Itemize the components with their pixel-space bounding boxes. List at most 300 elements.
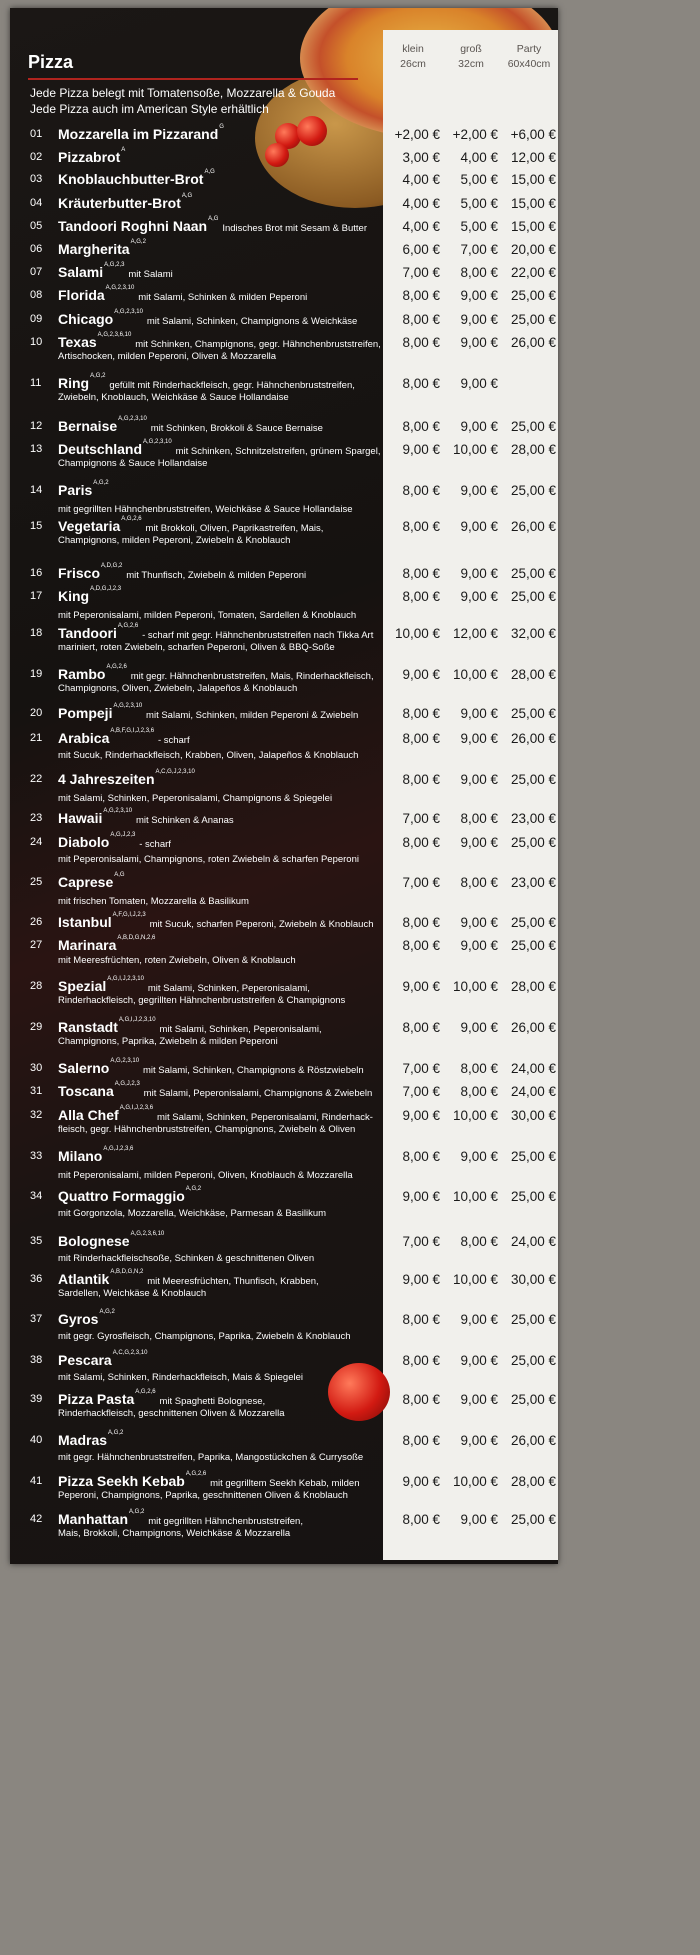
price-gross: 9,00 €: [460, 1149, 498, 1164]
item-description: Indisches Brot mit Sesam & Butter: [222, 223, 367, 234]
price-party: 23,00 €: [510, 811, 556, 826]
item-description-line: Champignons & Sauce Hollandaise: [58, 458, 208, 469]
price-party: 12,00 €: [510, 150, 556, 165]
price-gross: 8,00 €: [460, 1084, 498, 1099]
item-description-line: mit Peperonisalami, Champignons, roten Zwiebeln & scharfen Peperoni: [58, 854, 359, 865]
item-description: mit Brokkoli, Oliven, Paprikastreifen, Mais,: [145, 523, 324, 534]
price-klein: 9,00 €: [402, 979, 440, 994]
item-number: 37: [30, 1313, 43, 1325]
item-name: [58, 1148, 133, 1164]
item-name: [58, 195, 192, 211]
price-klein: 4,00 €: [402, 172, 440, 187]
item-name: [58, 441, 380, 457]
item-title: Rambo: [58, 666, 106, 682]
item-number: 03: [30, 173, 43, 185]
item-name: [58, 218, 367, 234]
item-number: 10: [30, 336, 43, 348]
price-party: +6,00 €: [510, 127, 556, 142]
item-description: mit Salami, Schinken, milden Peperoni & Zwiebeln: [146, 710, 359, 721]
price-party: 25,00 €: [510, 419, 556, 434]
allergen-codes: A,G,2,3,10: [110, 1058, 140, 1064]
item-description-line: Sardellen, Weichkäse & Knoblauch: [58, 1288, 207, 1299]
item-name: [58, 149, 125, 165]
title-divider: [28, 78, 358, 80]
item-title: Frisco: [58, 565, 101, 581]
item-number: 14: [30, 484, 43, 496]
price-gross: 9,00 €: [460, 1020, 498, 1035]
price-gross: 5,00 €: [460, 196, 498, 211]
price-party: 24,00 €: [510, 1234, 556, 1249]
allergen-codes: A,G,2,3,6,10: [97, 332, 132, 338]
price-gross: 8,00 €: [460, 1061, 498, 1076]
item-description-line: mit Peperonisalami, milden Peperoni, Oliven, Knoblauch & Mozzarella: [58, 1170, 353, 1181]
price-party: 25,00 €: [510, 1149, 556, 1164]
price-gross: 10,00 €: [452, 667, 498, 682]
price-klein: 9,00 €: [402, 1189, 440, 1204]
item-title: Ranstadt: [58, 1019, 118, 1035]
allergen-codes: A,G,2,6: [117, 623, 139, 629]
item-title: Toscana: [58, 1083, 114, 1099]
item-title: Caprese: [58, 874, 114, 890]
price-klein: 9,00 €: [402, 1108, 440, 1123]
price-klein: 8,00 €: [402, 419, 440, 434]
item-description: gefüllt mit Rinderhackfleisch, gegr. Hähnchenbruststreifen,: [109, 380, 355, 391]
item-number: 21: [30, 732, 43, 744]
item-number: 41: [30, 1475, 43, 1487]
item-description: mit Schinken, Champignons, gegr. Hähnchenbruststreifen,: [135, 339, 381, 350]
item-number: 36: [30, 1273, 43, 1285]
allergen-codes: A,B,D,G,N,2,6: [117, 935, 156, 941]
item-title: Kräuterbutter-Brot: [58, 195, 181, 211]
allergen-codes: A,G,2,6: [121, 516, 142, 522]
price-gross: 9,00 €: [460, 938, 498, 953]
price-party: 32,00 €: [510, 626, 556, 641]
item-title: Ring: [58, 375, 90, 391]
price-party: 25,00 €: [510, 1189, 556, 1204]
price-gross: 9,00 €: [460, 312, 498, 327]
price-klein: 8,00 €: [402, 1312, 440, 1327]
price-gross: 9,00 €: [460, 376, 498, 391]
item-name: [58, 334, 381, 350]
price-gross: 9,00 €: [460, 915, 498, 930]
size-klein: [384, 42, 442, 72]
price-klein: 8,00 €: [402, 1149, 440, 1164]
item-title: Spezial: [58, 978, 107, 994]
item-name: [58, 1107, 373, 1123]
price-klein: 8,00 €: [402, 589, 440, 604]
item-description-line: Artischocken, milden Peperoni, Oliven & Mozzarella: [58, 351, 277, 362]
item-title: Pizza Seekh Kebab: [58, 1473, 185, 1489]
price-party: 15,00 €: [510, 219, 556, 234]
item-title: Mozzarella im Pizzarand: [58, 126, 219, 142]
item-description: mit Salami, Schinken, Champignons & Weichkäse: [146, 316, 358, 327]
item-number: 29: [30, 1021, 43, 1033]
price-gross: 9,00 €: [460, 419, 498, 434]
item-title: Texas: [58, 334, 97, 350]
price-party: 25,00 €: [510, 835, 556, 850]
item-number: 28: [30, 980, 43, 992]
item-title: Bernaise: [58, 418, 118, 434]
item-number: 16: [30, 567, 43, 579]
price-klein: 8,00 €: [402, 376, 440, 391]
price-party: 25,00 €: [510, 483, 556, 498]
item-description-line: Peperoni, Champignons, Paprika, geschnittenen Oliven & Knoblauch: [58, 1490, 348, 1501]
item-description: mit Salami, Peperonisalami, Champignons & Zwiebeln: [143, 1088, 373, 1099]
allergen-codes: A,G,I,J,2,3,10: [118, 1017, 156, 1023]
item-name: [58, 1473, 360, 1489]
item-title: Madras: [58, 1432, 108, 1448]
item-description: - scharf mit gegr. Hähnchenbruststreifen nach Tikka Art: [142, 630, 374, 641]
price-klein: 7,00 €: [402, 811, 440, 826]
menu-page: [10, 8, 558, 1564]
item-name: [58, 914, 373, 930]
item-title: Hawaii: [58, 810, 103, 826]
allergen-codes: A,G,2: [129, 1509, 145, 1515]
allergen-codes: A,G,2,6: [106, 664, 127, 670]
item-number: 32: [30, 1109, 43, 1121]
item-title: Marinara: [58, 937, 117, 953]
section-title: Pizza: [28, 52, 74, 72]
price-party: 24,00 €: [510, 1084, 556, 1099]
price-klein: 4,00 €: [402, 219, 440, 234]
allergen-codes: A,G,2,3,10: [114, 309, 143, 315]
item-description-line: Rinderhackfleisch, gegrillten Hähnchenbruststreifen & Champignons: [58, 995, 346, 1006]
price-gross: +2,00 €: [452, 127, 498, 142]
item-description-line: mit gegr. Hähnchenbruststreifen, Paprika, Mangostückchen & Currysoße: [58, 1452, 364, 1463]
price-klein: 8,00 €: [402, 1020, 440, 1035]
item-number: 15: [30, 520, 43, 532]
item-description: mit gegrilltem Seekh Kebab, milden: [210, 1478, 360, 1489]
price-party: 28,00 €: [510, 667, 556, 682]
item-number: 04: [30, 197, 43, 209]
price-gross: 4,00 €: [460, 150, 498, 165]
item-name: [58, 834, 171, 850]
size-dimension: 32cm: [458, 58, 484, 70]
allergen-codes: A,G: [181, 193, 193, 199]
item-number: 24: [30, 836, 43, 848]
price-klein: 8,00 €: [402, 1433, 440, 1448]
price-klein: 8,00 €: [402, 772, 440, 787]
price-party: 26,00 €: [510, 1433, 556, 1448]
item-name: [58, 1060, 364, 1076]
item-name: [58, 565, 306, 581]
item-title: Pescara: [58, 1352, 112, 1368]
item-description-line: fleisch, gegr. Hähnchenbruststreifen, Champignons, Zwiebeln & Oliven: [58, 1124, 356, 1135]
price-klein: 9,00 €: [402, 442, 440, 457]
size-dimension: 26cm: [400, 58, 426, 70]
item-name: [58, 264, 173, 280]
price-gross: 8,00 €: [460, 811, 498, 826]
allergen-codes: A,G,J,2,3: [114, 1081, 140, 1087]
item-name: [58, 625, 373, 641]
item-name: [58, 1311, 115, 1327]
item-description: mit Salami, Schinken, Peperonisalami,: [147, 983, 310, 994]
allergen-codes: A,G: [208, 216, 219, 222]
size-header: [384, 42, 558, 86]
price-gross: 10,00 €: [452, 1474, 498, 1489]
price-klein: 8,00 €: [402, 335, 440, 350]
item-title: Atlantik: [58, 1271, 110, 1287]
item-name: [58, 1511, 303, 1527]
item-title: Chicago: [58, 311, 114, 327]
item-title: Florida: [58, 287, 105, 303]
price-klein: 8,00 €: [402, 483, 440, 498]
price-party: 25,00 €: [510, 589, 556, 604]
item-description-line: mit Meeresfrüchten, roten Zwiebeln, Oliven & Knoblauch: [58, 955, 296, 966]
item-name: [58, 482, 109, 498]
allergen-codes: A,D,G,J,2,3: [90, 586, 122, 592]
item-number: 34: [30, 1190, 43, 1202]
price-klein: 7,00 €: [402, 875, 440, 890]
price-party: 26,00 €: [510, 335, 556, 350]
item-number: 19: [30, 668, 43, 680]
allergen-codes: A,G: [114, 872, 125, 878]
price-gross: 9,00 €: [460, 483, 498, 498]
item-description-line: mit Salami, Schinken, Peperonisalami, Champignons & Spiegelei: [58, 793, 333, 804]
price-party: 15,00 €: [510, 196, 556, 211]
price-gross: 10,00 €: [452, 1108, 498, 1123]
price-gross: 9,00 €: [460, 288, 498, 303]
allergen-codes: A,C,G,J,2,3,10: [155, 769, 195, 775]
item-description: mit Thunfisch, Zwiebeln & milden Peperoni: [126, 570, 307, 581]
size-dimension: 60x40cm: [507, 58, 551, 70]
price-party: 25,00 €: [510, 772, 556, 787]
price-klein: 8,00 €: [402, 1353, 440, 1368]
item-title: Pizza Pasta: [58, 1391, 135, 1407]
price-klein: 8,00 €: [402, 1512, 440, 1527]
allergen-codes: A,G,I,J,2,3,10: [107, 976, 144, 982]
allergen-codes: A,G: [204, 169, 215, 175]
item-title: Knoblauchbutter-Brot: [58, 171, 204, 187]
item-name: [58, 1352, 147, 1368]
price-party: 25,00 €: [510, 915, 556, 930]
price-gross: 8,00 €: [460, 875, 498, 890]
item-title: Pompeji: [58, 705, 113, 721]
item-name: [58, 241, 146, 257]
item-number: 31: [30, 1085, 43, 1097]
price-gross: 9,00 €: [460, 1433, 498, 1448]
item-title: Paris: [58, 482, 93, 498]
allergen-codes: A,B,F,G,I,J,2,3,6: [110, 728, 155, 734]
price-gross: 9,00 €: [460, 519, 498, 534]
item-description-line: Champignons, Paprika, Zwiebeln & milden Peperoni: [58, 1036, 278, 1047]
item-title: Manhattan: [58, 1511, 128, 1527]
price-party: 25,00 €: [510, 938, 556, 953]
item-number: 11: [30, 377, 42, 389]
price-gross: 9,00 €: [460, 772, 498, 787]
item-title: Salerno: [58, 1060, 110, 1076]
item-title: Istanbul: [58, 914, 112, 930]
price-klein: 7,00 €: [402, 1061, 440, 1076]
item-description-line: mit Gorgonzola, Mozzarella, Weichkäse, Parmesan & Basilikum: [58, 1208, 327, 1219]
allergen-codes: A,B,D,G,N,2: [110, 1269, 144, 1275]
item-title: Bolognese: [58, 1233, 130, 1249]
item-number: 18: [30, 627, 43, 639]
price-klein: 8,00 €: [402, 938, 440, 953]
item-number: 09: [30, 313, 43, 325]
item-description: mit Salami, Schinken, Peperonisalami,: [159, 1024, 322, 1035]
item-name: [58, 126, 224, 142]
price-gross: 9,00 €: [460, 731, 498, 746]
price-klein: 8,00 €: [402, 706, 440, 721]
item-number: 27: [30, 939, 43, 951]
item-description-line: Mais, Brokkoli, Champignons, Weichkäse & Mozzarella: [58, 1528, 291, 1539]
intro-line: Jede Pizza auch im American Style erhältlich: [30, 102, 269, 116]
item-number: 23: [30, 812, 43, 824]
price-gross: 10,00 €: [452, 979, 498, 994]
item-title: Milano: [58, 1148, 103, 1164]
price-gross: 12,00 €: [452, 626, 498, 641]
price-klein: 7,00 €: [402, 1084, 440, 1099]
price-gross: 10,00 €: [452, 442, 498, 457]
size-party: [500, 42, 558, 72]
item-number: 01: [30, 128, 43, 140]
price-gross: 10,00 €: [452, 1272, 498, 1287]
price-klein: 9,00 €: [402, 667, 440, 682]
item-name: [58, 874, 125, 890]
item-name: [58, 666, 374, 682]
price-klein: 8,00 €: [402, 1392, 440, 1407]
item-description: mit gegrillten Hähnchenbruststreifen,: [148, 1516, 303, 1527]
item-number: 07: [30, 266, 43, 278]
item-description: mit gegr. Hähnchenbruststreifen, Mais, Rinderhackfleisch,: [130, 671, 374, 682]
price-party: 30,00 €: [510, 1272, 556, 1287]
price-party: 25,00 €: [510, 288, 556, 303]
item-number: 08: [30, 289, 43, 301]
item-number: 20: [30, 707, 43, 719]
item-description: mit Salami, Schinken, Champignons & Röstzwiebeln: [142, 1065, 364, 1076]
item-name: [58, 518, 323, 534]
allergen-codes: A,G,2,6: [135, 1389, 156, 1395]
allergen-codes: A,G,2,3: [104, 262, 125, 268]
item-number: 35: [30, 1235, 43, 1247]
item-name: [58, 937, 155, 953]
price-party: 30,00 €: [510, 1108, 556, 1123]
price-gross: 9,00 €: [460, 1392, 498, 1407]
item-title: Salami: [58, 264, 104, 280]
item-description-line: Zwiebeln, Knoblauch, Weichkäse & Sauce Hollandaise: [58, 392, 289, 403]
item-title: Arabica: [58, 730, 110, 746]
price-party: 20,00 €: [510, 242, 556, 257]
price-klein: 8,00 €: [402, 519, 440, 534]
size-gross: [442, 42, 500, 72]
size-label: klein: [402, 43, 424, 55]
price-party: 25,00 €: [510, 1392, 556, 1407]
price-party: 15,00 €: [510, 172, 556, 187]
price-gross: 9,00 €: [460, 566, 498, 581]
item-description: mit Spaghetti Bolognese,: [159, 1396, 266, 1407]
price-gross: 10,00 €: [452, 1189, 498, 1204]
item-description-line: mit Rinderhackfleischsoße, Schinken & geschnittenen Oliven: [58, 1253, 315, 1264]
item-title: King: [58, 588, 90, 604]
item-title: Deutschland: [58, 441, 143, 457]
item-description-line: mit gegr. Gyrosfleisch, Champignons, Paprika, Zwiebeln & Knoblauch: [58, 1331, 351, 1342]
item-number: 33: [30, 1150, 43, 1162]
item-number: 39: [30, 1393, 43, 1405]
allergen-codes: A,G,2: [93, 480, 109, 486]
price-party: 25,00 €: [510, 1353, 556, 1368]
price-klein: +2,00 €: [394, 127, 440, 142]
allergen-codes: A: [121, 147, 126, 153]
price-party: 28,00 €: [510, 442, 556, 457]
item-description-line: mit Sucuk, Rinderhackfleisch, Krabben, Oliven, Jalapeños & Knoblauch: [58, 750, 359, 761]
price-gross: 9,00 €: [460, 835, 498, 850]
item-title: Margherita: [58, 241, 130, 257]
price-klein: 4,00 €: [402, 196, 440, 211]
size-label: Party: [516, 43, 542, 55]
allergen-codes: A,G,2,3,10: [143, 439, 172, 445]
item-name: [58, 1188, 201, 1204]
item-description-line: mit frischen Tomaten, Mozzarella & Basilikum: [58, 896, 249, 907]
price-party: 25,00 €: [510, 706, 556, 721]
allergen-codes: A,G,2: [130, 239, 146, 245]
price-party: 22,00 €: [510, 265, 556, 280]
item-name: [58, 1083, 372, 1099]
item-number: 05: [30, 220, 43, 232]
item-title: Diabolo: [58, 834, 110, 850]
item-description: mit Sucuk, scharfen Peperoni, Zwiebeln & Knoblauch: [149, 919, 374, 930]
allergen-codes: A,G,2,3,6,10: [130, 1231, 165, 1237]
price-klein: 3,00 €: [402, 150, 440, 165]
item-description-line: mit Peperonisalami, milden Peperoni, Tomaten, Sardellen & Knoblauch: [58, 610, 357, 621]
item-name: [58, 375, 355, 391]
allergen-codes: A,G,2,3,10: [105, 285, 135, 291]
item-name: [58, 771, 195, 787]
price-party: 26,00 €: [510, 1020, 556, 1035]
item-title: Vegetaria: [58, 518, 121, 534]
allergen-codes: A,G,2,3,10: [103, 808, 133, 814]
item-number: 17: [30, 590, 43, 602]
price-gross: 7,00 €: [460, 242, 498, 257]
item-description-line: Rinderhackfleisch, geschnittenen Oliven & Mozzarella: [58, 1408, 285, 1419]
allergen-codes: A,G,2,3,10: [113, 703, 143, 709]
item-description-line: Champignons, Oliven, Zwiebeln, Jalapeños & Knoblauch: [58, 683, 298, 694]
price-klein: 8,00 €: [402, 312, 440, 327]
price-gross: 5,00 €: [460, 219, 498, 234]
allergen-codes: A,G,I,J,2,3,6: [119, 1105, 154, 1111]
allergen-codes: A,G,2,3,10: [118, 416, 147, 422]
item-title: Tandoori Roghni Naan: [58, 218, 208, 234]
tomato-image: [297, 116, 327, 146]
price-gross: 8,00 €: [460, 1234, 498, 1249]
price-party: 28,00 €: [510, 1474, 556, 1489]
price-gross: 9,00 €: [460, 1512, 498, 1527]
price-party: 25,00 €: [510, 1512, 556, 1527]
price-klein: 8,00 €: [402, 731, 440, 746]
allergen-codes: A,G,J,2,3: [110, 832, 136, 838]
item-description: mit Schinken & Ananas: [135, 815, 234, 826]
price-gross: 9,00 €: [460, 706, 498, 721]
allergen-codes: G: [219, 124, 224, 130]
allergen-codes: A,F,G,I,J,2,3: [112, 912, 146, 918]
item-number: 13: [30, 443, 43, 455]
item-title: Alla Chef: [58, 1107, 119, 1123]
tomato-image: [265, 143, 289, 167]
price-klein: 7,00 €: [402, 265, 440, 280]
price-party: 25,00 €: [510, 566, 556, 581]
price-party: 26,00 €: [510, 519, 556, 534]
item-description: - scharf: [139, 839, 171, 850]
item-name: [58, 287, 307, 303]
allergen-codes: A,C,G,2,3,10: [112, 1350, 148, 1356]
allergen-codes: A,G,2: [90, 373, 106, 379]
price-klein: 8,00 €: [402, 835, 440, 850]
item-name: [58, 311, 357, 327]
item-number: 42: [30, 1513, 43, 1525]
item-number: 02: [30, 151, 43, 163]
item-description: mit Schinken, Brokkoli & Sauce Bernaise: [150, 423, 323, 434]
size-label: groß: [460, 43, 482, 55]
